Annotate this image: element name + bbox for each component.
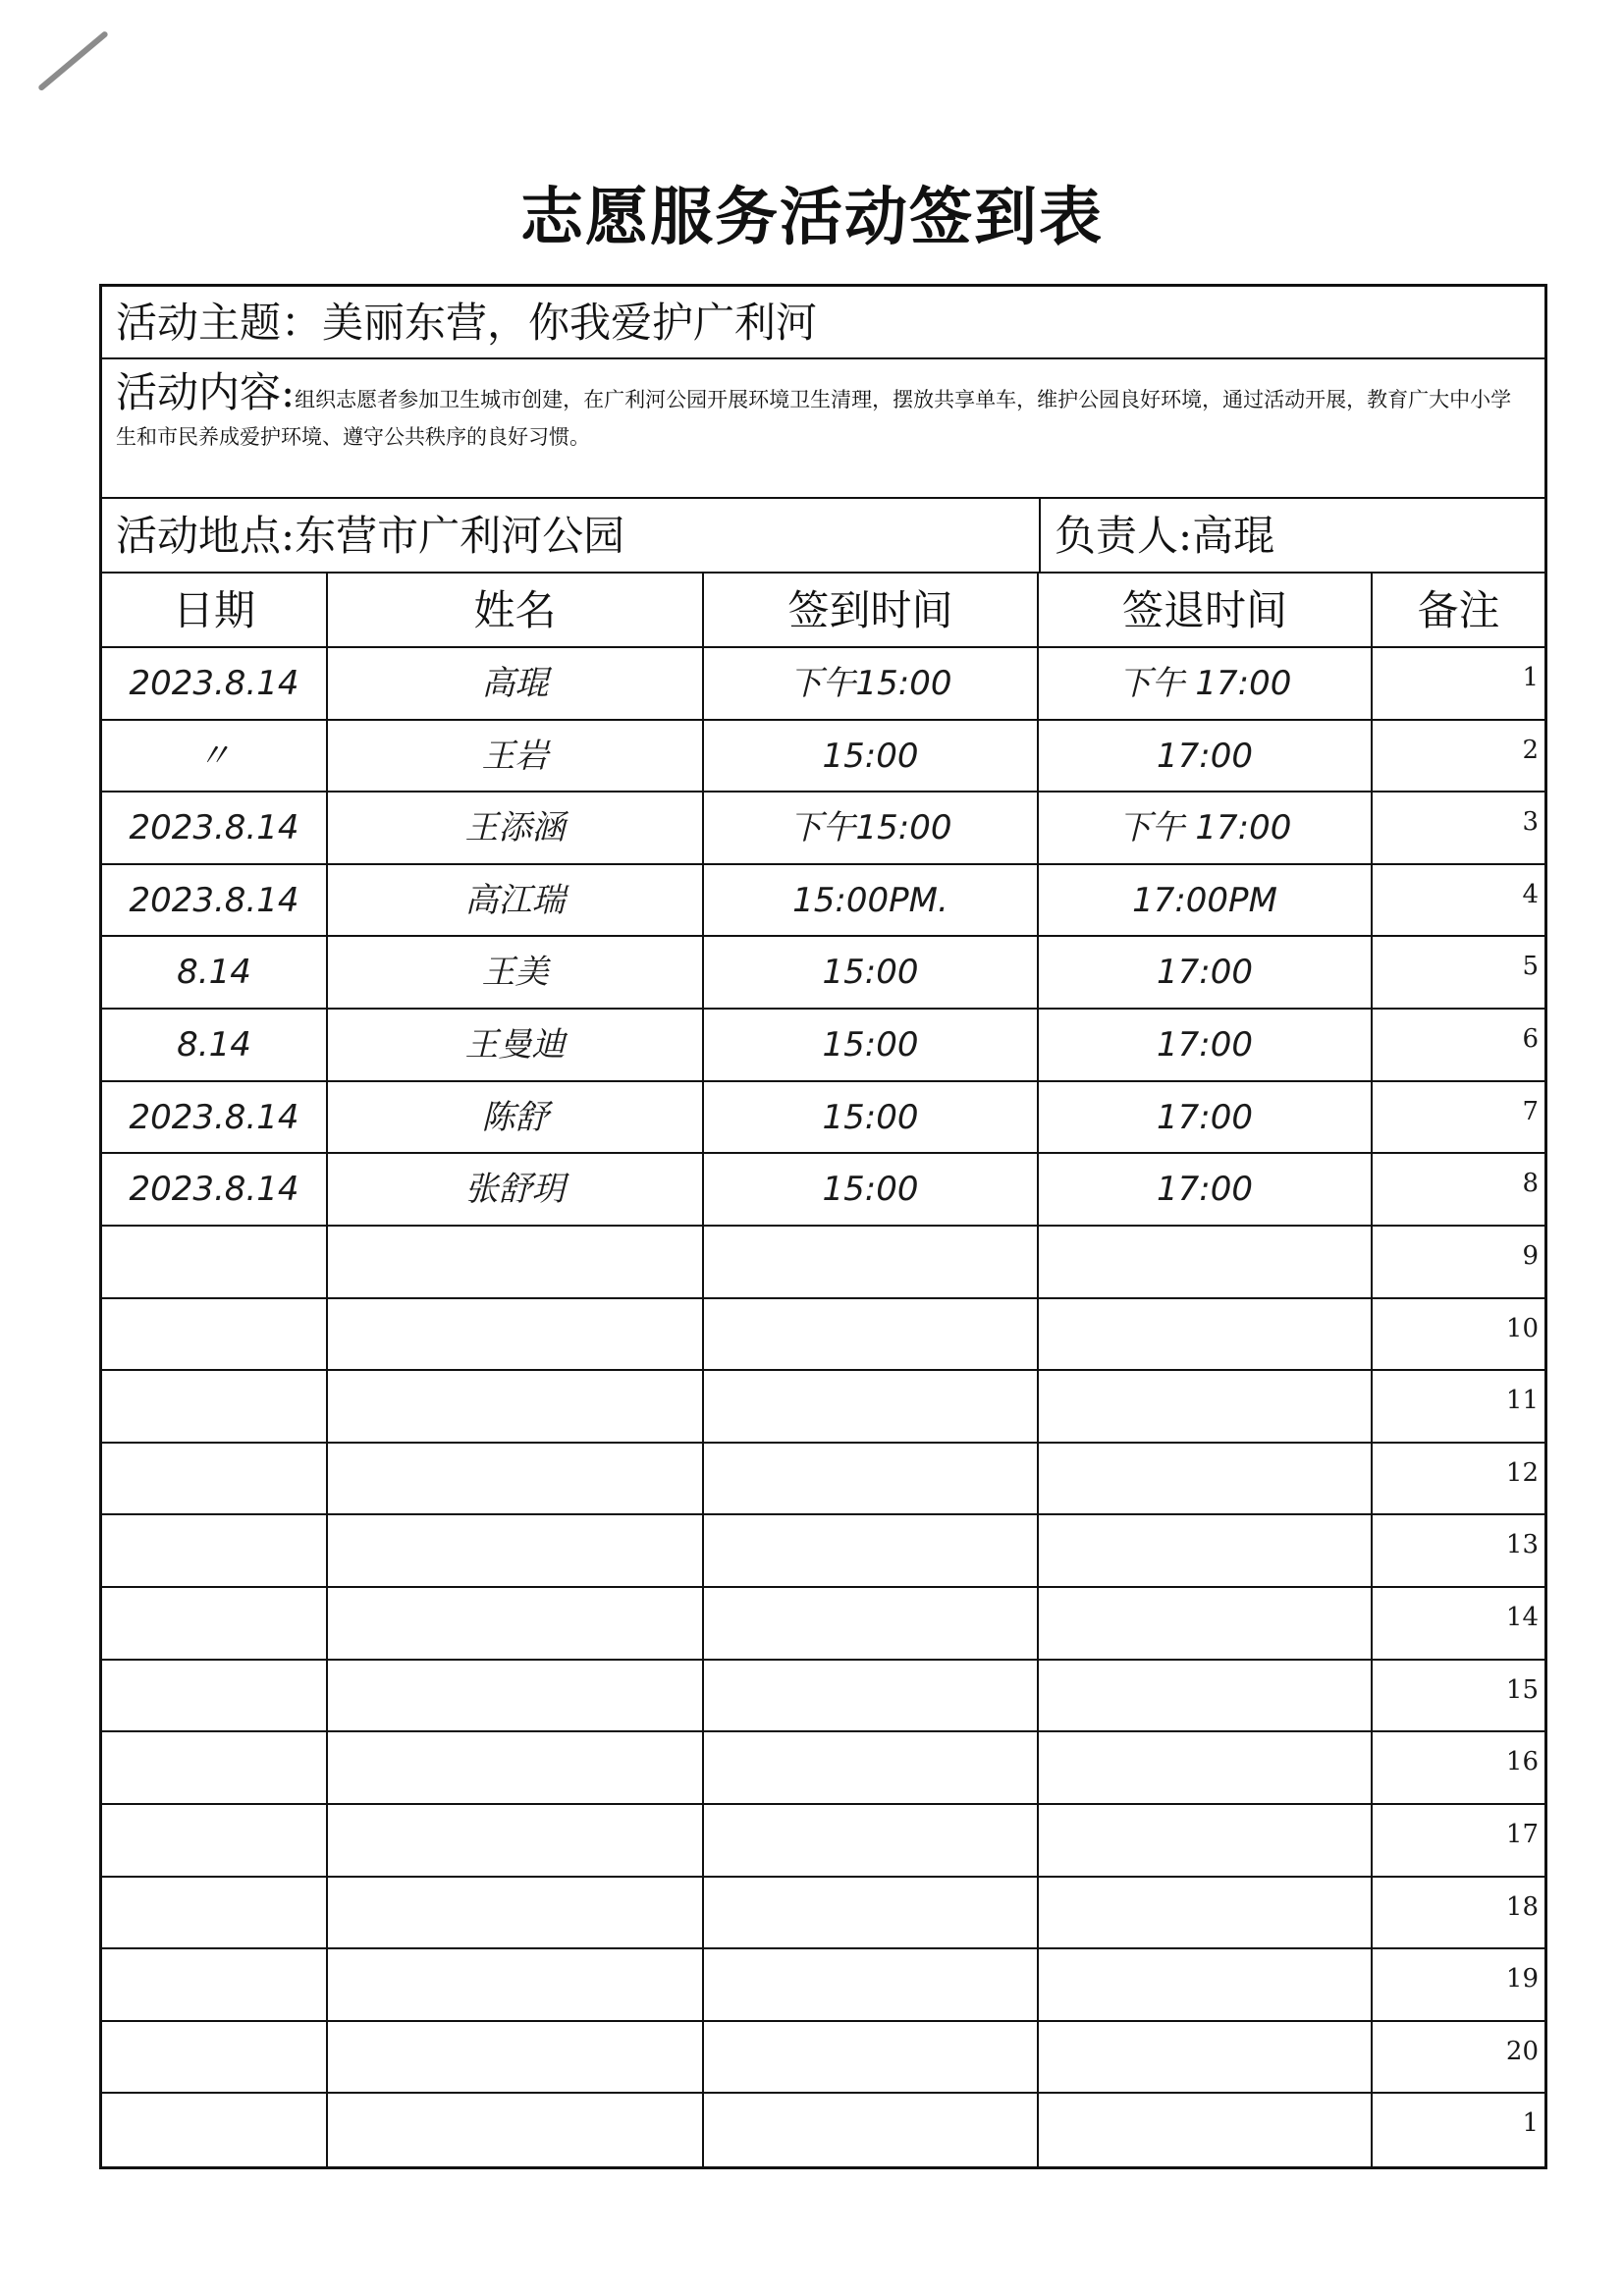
cell-sign-in xyxy=(704,1444,1039,1514)
header-name: 姓名 xyxy=(328,574,704,646)
cell-remark: 19 xyxy=(1505,1964,1539,1995)
cell-sign-in: 15:00PM. xyxy=(704,865,1039,936)
place-text: 活动地点:东营市广利河公园 xyxy=(116,512,625,560)
cell-name xyxy=(328,1299,704,1370)
table-row xyxy=(102,1082,1544,1155)
cell-date: 8.14 xyxy=(102,937,328,1008)
cell-sign-out xyxy=(1039,2094,1373,2166)
cell-name: 高琨 xyxy=(328,648,704,719)
cell-name xyxy=(328,1661,704,1731)
cell-name: 张舒玥 xyxy=(328,1154,704,1225)
cell-name: 王曼迪 xyxy=(328,1010,704,1080)
cell-sign-out xyxy=(1039,2022,1373,2093)
table-row xyxy=(102,1805,1544,1878)
place-row xyxy=(102,499,1544,574)
cell-sign-in xyxy=(704,1878,1039,1948)
table-row xyxy=(102,2094,1544,2166)
page-title: 志愿服务活动签到表 xyxy=(520,182,1104,254)
cell-sign-out: 下午 17:00 xyxy=(1039,793,1373,863)
cell-name xyxy=(328,1732,704,1803)
cell-date: 2023.8.14 xyxy=(102,865,328,936)
leader-text: 负责人:高琨 xyxy=(1055,512,1275,560)
cell-sign-out: 下午 17:00 xyxy=(1039,648,1373,719)
cell-date: 8.14 xyxy=(102,1010,328,1080)
cell-sign-out: 17:00 xyxy=(1039,1154,1373,1225)
cell-sign-in xyxy=(704,1661,1039,1731)
theme-text: 活动主题：美丽东营，你我爱护广利河 xyxy=(116,299,818,347)
cell-remark: 15 xyxy=(1505,1674,1539,1705)
table-row xyxy=(102,1154,1544,1227)
cell-date xyxy=(102,2022,328,2093)
cell-name xyxy=(328,1949,704,2020)
cell-remark: 20 xyxy=(1505,2036,1539,2066)
cell-remark: 2 xyxy=(1522,735,1539,765)
cell-remark: 12 xyxy=(1505,1457,1539,1488)
cell-sign-in xyxy=(704,1949,1039,2020)
table-row xyxy=(102,648,1544,721)
table-row xyxy=(102,1227,1544,1299)
cell-sign-out: 17:00 xyxy=(1039,937,1373,1008)
cell-name xyxy=(328,1805,704,1876)
header-remark: 备注 xyxy=(1417,586,1500,634)
cell-remark: 5 xyxy=(1522,952,1539,982)
cell-sign-in xyxy=(704,1371,1039,1442)
table-row xyxy=(102,1010,1544,1082)
table-row xyxy=(102,865,1544,938)
cell-sign-in: 15:00 xyxy=(704,1154,1039,1225)
table-row xyxy=(102,1878,1544,1950)
cell-remark: 9 xyxy=(1522,1240,1539,1271)
cell-name xyxy=(328,1588,704,1659)
theme-row xyxy=(102,287,1544,359)
cell-remark: 10 xyxy=(1505,1313,1539,1343)
cell-remark: 17 xyxy=(1505,1819,1539,1849)
cell-date: 〃 xyxy=(102,721,328,792)
place-divider xyxy=(1039,499,1041,574)
table-row xyxy=(102,1949,1544,2022)
cell-name: 王添涵 xyxy=(328,793,704,863)
cell-sign-out xyxy=(1039,1299,1373,1370)
cell-date xyxy=(102,1949,328,2020)
cell-sign-out: 17:00 xyxy=(1039,721,1373,792)
table-row xyxy=(102,793,1544,865)
cell-name: 陈舒 xyxy=(328,1082,704,1153)
content-row xyxy=(102,359,1544,499)
cell-sign-out xyxy=(1039,1227,1373,1297)
cell-date xyxy=(102,1588,328,1659)
table-row xyxy=(102,1444,1544,1516)
cell-sign-in: 15:00 xyxy=(704,1082,1039,1153)
staple-mark xyxy=(37,30,109,91)
cell-remark: 1 xyxy=(1522,663,1539,692)
cell-remark: 1 xyxy=(1522,2108,1539,2139)
cell-date xyxy=(102,1805,328,1876)
table-row xyxy=(102,1732,1544,1805)
cell-name xyxy=(328,1444,704,1514)
table-row xyxy=(102,937,1544,1010)
table-row xyxy=(102,1299,1544,1372)
cell-date: 2023.8.14 xyxy=(102,648,328,719)
cell-sign-out xyxy=(1039,1949,1373,2020)
cell-sign-in xyxy=(704,2022,1039,2093)
cell-date xyxy=(102,1878,328,1948)
cell-date xyxy=(102,1515,328,1586)
cell-remark: 14 xyxy=(1505,1603,1539,1633)
cell-sign-out: 17:00 xyxy=(1039,1082,1373,1153)
cell-sign-in xyxy=(704,1588,1039,1659)
cell-remark: 6 xyxy=(1522,1024,1539,1055)
table-row xyxy=(102,1371,1544,1444)
cell-date xyxy=(102,2094,328,2166)
cell-sign-in xyxy=(704,1227,1039,1297)
cell-sign-in: 下午15:00 xyxy=(704,793,1039,863)
cell-sign-in: 15:00 xyxy=(704,1010,1039,1080)
table-row xyxy=(102,1588,1544,1661)
cell-remark: 11 xyxy=(1505,1386,1539,1416)
cell-date xyxy=(102,1371,328,1442)
cell-name xyxy=(328,1515,704,1586)
cell-name: 高江瑞 xyxy=(328,865,704,936)
cell-remark: 3 xyxy=(1522,807,1539,838)
cell-remark: 8 xyxy=(1522,1169,1539,1199)
cell-date: 2023.8.14 xyxy=(102,1154,328,1225)
content-label: 活动内容: xyxy=(116,368,296,416)
table-row xyxy=(102,1661,1544,1733)
cell-name xyxy=(328,1371,704,1442)
cell-name: 王岩 xyxy=(328,721,704,792)
cell-sign-in: 15:00 xyxy=(704,937,1039,1008)
header-sign-in: 签到时间 xyxy=(704,574,1039,646)
cell-remark: 13 xyxy=(1505,1530,1539,1560)
cell-sign-out: 17:00PM xyxy=(1039,865,1373,936)
header-date: 日期 xyxy=(102,574,328,646)
cell-remark: 18 xyxy=(1505,1891,1539,1922)
table-body xyxy=(102,648,1544,2166)
cell-name: 王美 xyxy=(328,937,704,1008)
table-row xyxy=(102,2022,1544,2095)
content-text: 组织志愿者参加卫生城市创建，在广利河公园开展环境卫生清理，摆放共享单车，维护公园良好环境，通过活动开展，教育广大中小学生和市民养成爱护环境、遵守公共秩序的良好习惯。 xyxy=(116,388,1512,449)
cell-date: 2023.8.14 xyxy=(102,793,328,863)
cell-sign-out xyxy=(1039,1878,1373,1948)
cell-sign-in xyxy=(704,2094,1039,2166)
cell-sign-out xyxy=(1039,1588,1373,1659)
table-header xyxy=(102,574,1544,648)
cell-remark: 7 xyxy=(1522,1096,1539,1126)
cell-date xyxy=(102,1732,328,1803)
cell-sign-in: 下午15:00 xyxy=(704,648,1039,719)
table-row xyxy=(102,721,1544,793)
table-row xyxy=(102,1515,1544,1588)
cell-sign-in xyxy=(704,1299,1039,1370)
cell-name xyxy=(328,2094,704,2166)
cell-name xyxy=(328,2022,704,2093)
cell-sign-out xyxy=(1039,1444,1373,1514)
cell-sign-out xyxy=(1039,1805,1373,1876)
cell-remark: 4 xyxy=(1522,879,1539,909)
cell-sign-out xyxy=(1039,1371,1373,1442)
cell-date xyxy=(102,1444,328,1514)
cell-sign-out: 17:00 xyxy=(1039,1010,1373,1080)
cell-sign-in: 15:00 xyxy=(704,721,1039,792)
sign-in-sheet xyxy=(99,284,1547,2169)
cell-sign-out xyxy=(1039,1732,1373,1803)
cell-date xyxy=(102,1661,328,1731)
cell-remark: 16 xyxy=(1505,1747,1539,1777)
cell-sign-out xyxy=(1039,1661,1373,1731)
cell-date xyxy=(102,1299,328,1370)
cell-name xyxy=(328,1227,704,1297)
cell-sign-in xyxy=(704,1805,1039,1876)
cell-sign-in xyxy=(704,1515,1039,1586)
cell-date: 2023.8.14 xyxy=(102,1082,328,1153)
cell-name xyxy=(328,1878,704,1948)
header-sign-out: 签退时间 xyxy=(1039,574,1373,646)
cell-sign-in xyxy=(704,1732,1039,1803)
cell-date xyxy=(102,1227,328,1297)
cell-sign-out xyxy=(1039,1515,1373,1586)
